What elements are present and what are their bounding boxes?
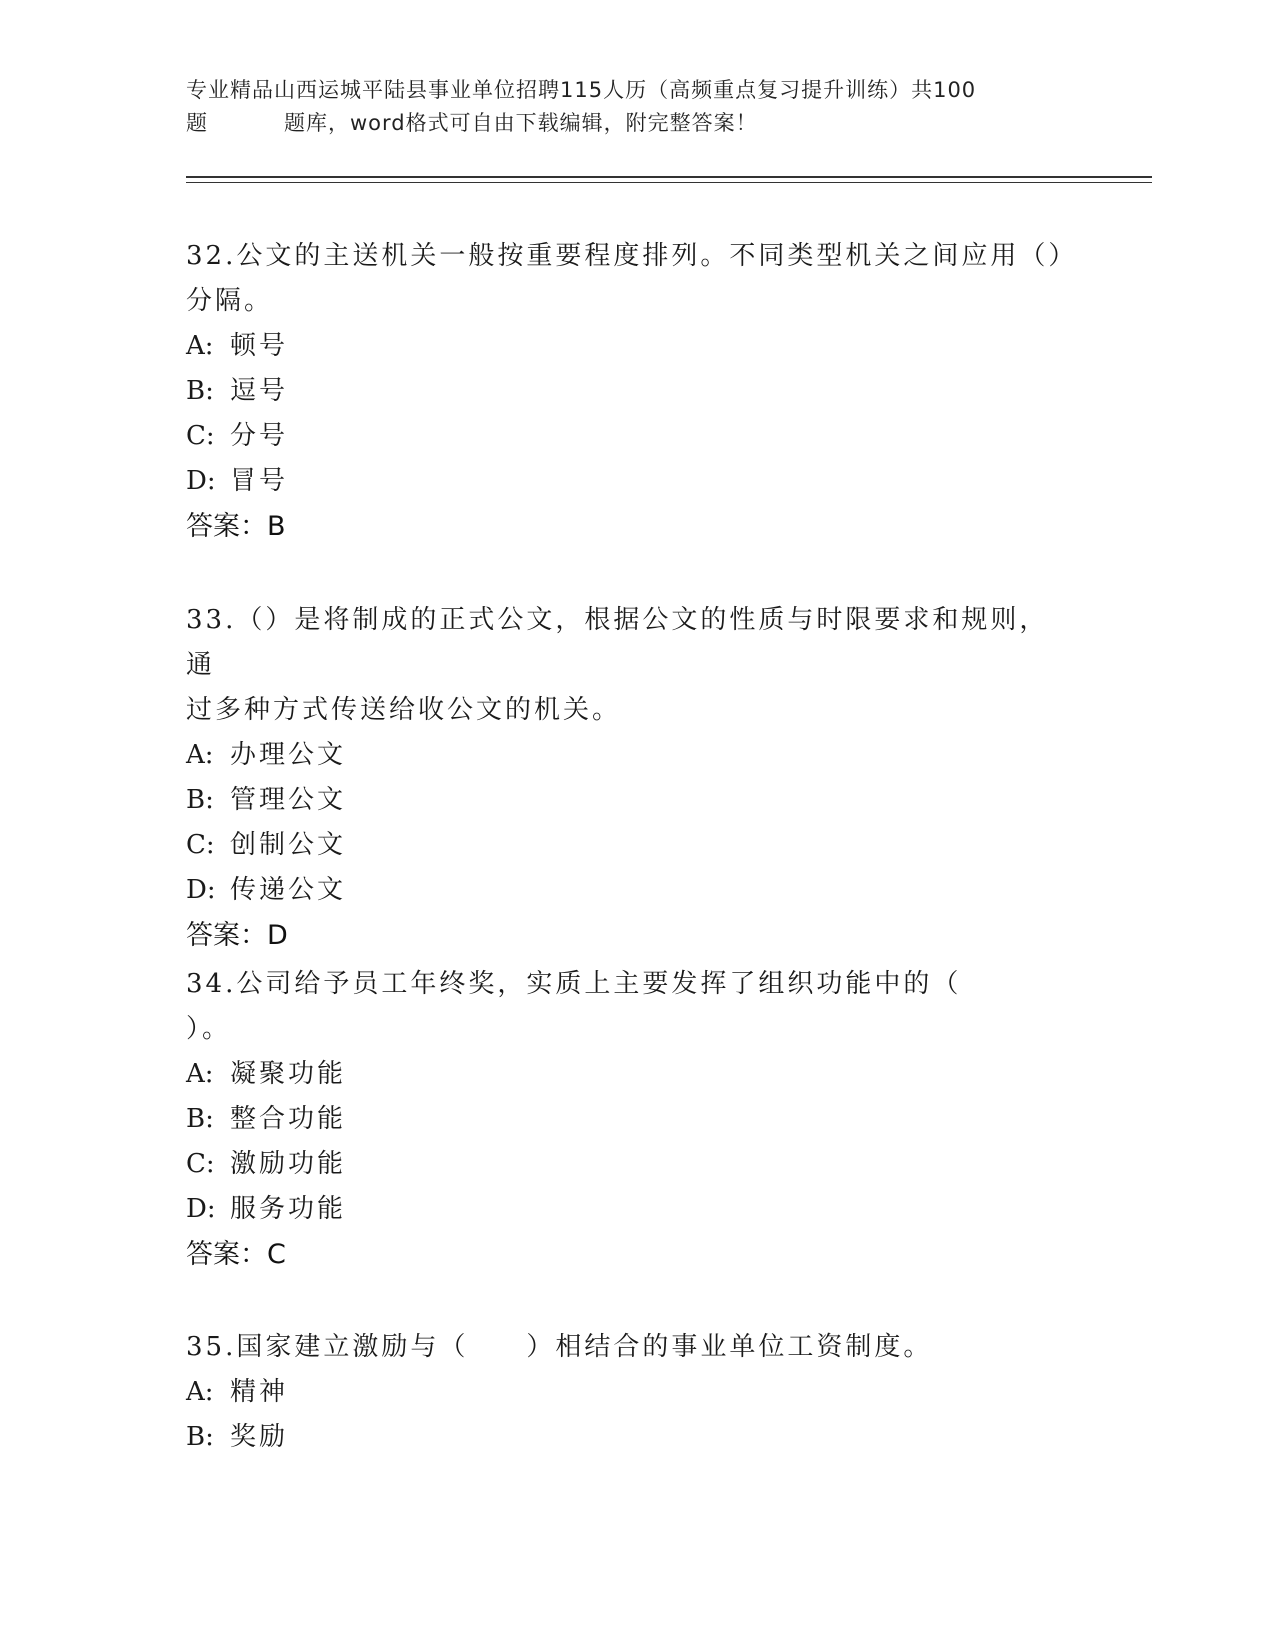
option-b [186,1415,1076,1460]
question-stem-line-2: 过多种方式传送给收公文的机关。 [186,695,622,725]
question-stem-line-1: 32.公文的主送机关一般按重要程度排列。不同类型机关之间应用（） [186,241,1078,271]
option-d [186,868,1076,913]
question-stem-line-2: 分隔。 [186,286,274,316]
header-title-line-1: 专业精品山西运城平陆县事业单位招聘115人历（高频重点复习提升训练）共100 [186,78,977,102]
option-b [186,1097,1076,1142]
header-title-line-2-left: 题 [186,111,208,135]
option-d [186,1187,1076,1232]
header-divider-top [186,176,1152,178]
option-label: A: [186,740,214,770]
option-label: A: [186,1377,214,1407]
option-label: C: [186,421,215,451]
option-label: A: [186,331,214,361]
option-text: 整合功能 [230,1104,347,1134]
option-text: 冒号 [230,466,289,496]
question-32 [186,234,1076,549]
question-stem-line-1: 35.国家建立激励与（ ）相结合的事业单位工资制度。 [186,1332,933,1362]
option-label: B: [186,1422,214,1452]
answer: 答案：B [186,511,286,542]
option-text: 服务功能 [230,1194,347,1224]
option-a [186,1370,1076,1415]
option-label: B: [186,1104,214,1134]
document-header [186,74,1086,140]
question-33 [186,598,1076,958]
option-label: C: [186,830,215,860]
question-stem-line-1: 33.（）是将制成的正式公文，根据公文的性质与时限要求和规则，通 [186,605,1049,680]
option-text: 奖励 [230,1422,289,1452]
option-text: 办理公文 [230,740,347,770]
option-c [186,823,1076,868]
question-stem-line-1: 34.公司给予员工年终奖，实质上主要发挥了组织功能中的（ [186,969,962,999]
option-label: A: [186,1059,214,1089]
option-text: 传递公文 [230,875,347,905]
header-title-line-2 [186,107,1086,140]
answer: 答案：D [186,920,288,951]
option-text: 激励功能 [230,1149,347,1179]
option-c [186,414,1076,459]
option-label: D: [186,1194,216,1224]
option-d [186,459,1076,504]
option-label: B: [186,785,214,815]
question-stem-line-2: ）。 [186,1014,232,1044]
answer: 答案：C [186,1239,286,1270]
option-a [186,1052,1076,1097]
question-34 [186,962,1076,1277]
option-a [186,733,1076,778]
option-text: 逗号 [230,376,289,406]
option-text: 管理公文 [230,785,347,815]
question-35 [186,1325,1076,1460]
option-b [186,369,1076,414]
option-text: 凝聚功能 [230,1059,347,1089]
option-label: B: [186,376,214,406]
option-text: 顿号 [230,331,289,361]
option-label: C: [186,1149,215,1179]
header-title-line-2-right: 题库，word格式可自由下载编辑，附完整答案！ [284,111,758,135]
option-text: 创制公文 [230,830,347,860]
option-label: D: [186,466,216,496]
option-b [186,778,1076,823]
option-text: 分号 [230,421,289,451]
option-a [186,324,1076,369]
option-text: 精神 [230,1377,289,1407]
option-c [186,1142,1076,1187]
option-label: D: [186,875,216,905]
header-divider-bottom [186,182,1152,183]
